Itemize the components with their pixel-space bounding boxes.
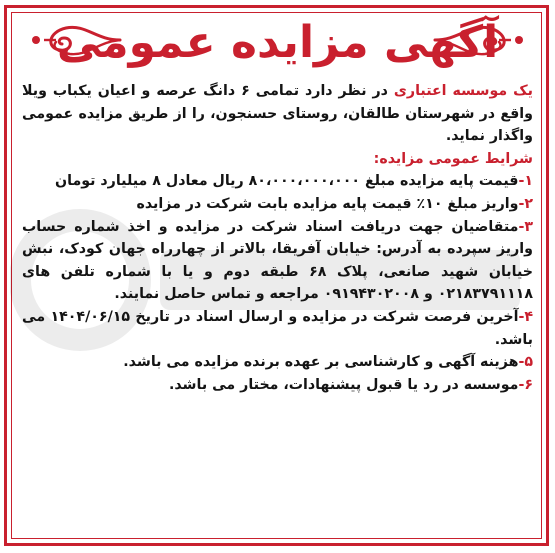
condition-item-6 (22, 374, 533, 397)
condition-item-5 (22, 351, 533, 374)
title-area (0, 10, 555, 76)
condition-item-2 (22, 193, 533, 216)
item-text: موسسه در رد یا قبول پیشنهادات، مختار می باشد. (168, 376, 519, 393)
notice-body (22, 80, 533, 396)
advertiser-name: یک موسسه اعتباری (393, 83, 533, 99)
condition-item-1 (22, 170, 533, 193)
condition-item-4 (22, 306, 533, 351)
intro-text: در نظر دارد تمامی ۶ دانگ عرصه و اعیان یکباب ویلا واقع در شهرستان طالقان، روستای حسنجون، را از طریق مزایده عمومی واگذار نماید. (22, 83, 533, 145)
item-number: ۱- (518, 173, 533, 190)
item-text: هزینه آگهی و کارشناسی بر عهده برنده مزایده می باشد. (123, 354, 519, 371)
item-number: ۲- (518, 195, 533, 212)
page-title: آگهی مزایده عمومی (56, 17, 499, 68)
item-text: آخرین فرصت شرکت در مزایده و ارسال اسناد در تاریخ ۱۴۰۴/۰۶/۱۵ می باشد. (22, 308, 533, 348)
item-text: واریز مبلغ ۱۰٪ قیمت پایه مزایده بابت شرکت در مزایده (136, 195, 519, 212)
item-number: ۵- (518, 354, 533, 371)
condition-item-3 (22, 216, 533, 306)
intro-paragraph (22, 80, 533, 148)
item-number: ۳- (518, 218, 533, 235)
conditions-heading: شرایط عمومی مزایده: (373, 150, 533, 167)
item-number: ۴- (518, 308, 533, 325)
item-text: متقاضیان جهت دریافت اسناد شرکت در مزایده و اخذ شماره حساب واریز سپرده به آدرس: خیابان آفریقا، بالاتر از چهارراه جهان کودک، نبش خیابان شهید صانعی، پلاک ۶۸ طبقه دوم و یا با شماره تلفن های ۰۲۱۸۳۷۹۱۱۱۸ و ۰۹۱۹۴۳۰۲۰۰۸ مراجعه و تماس حاصل نمایند. (22, 218, 533, 303)
item-text: قیمت پایه مزایده مبلغ ۸۰،۰۰۰،۰۰۰،۰۰۰ ریال معادل ۸ میلیارد تومان (55, 173, 519, 190)
item-number: ۶- (518, 376, 533, 393)
